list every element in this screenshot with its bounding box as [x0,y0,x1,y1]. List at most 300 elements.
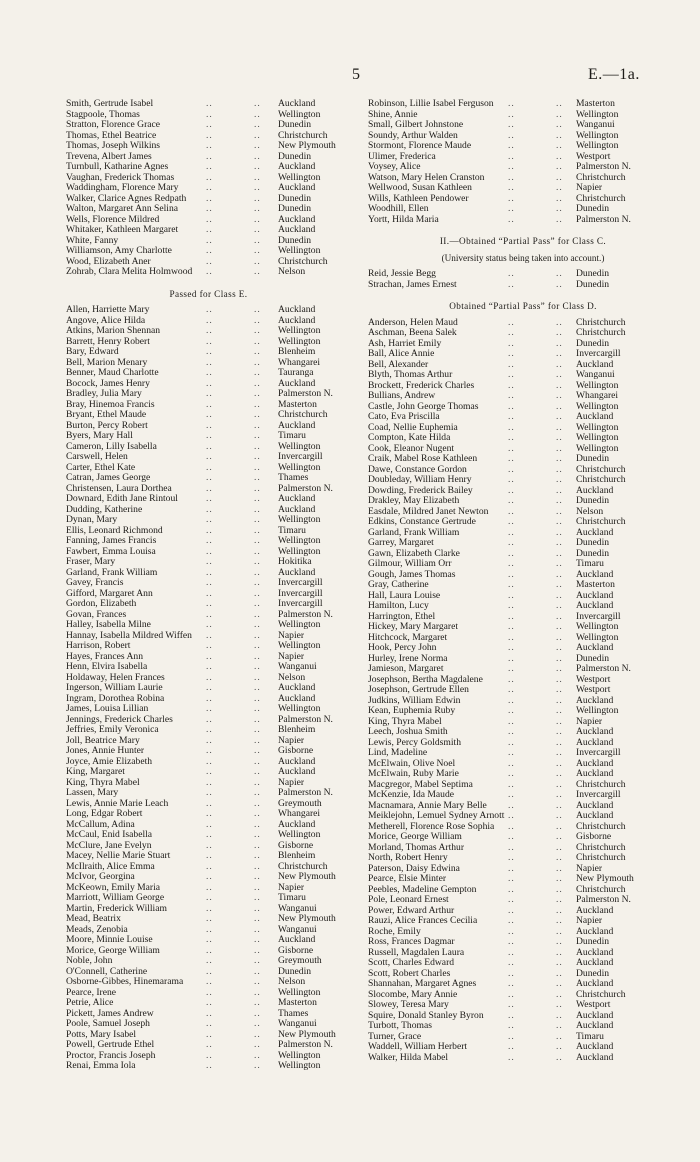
candidate-name: Walker, Hilda Mabel [368,1051,449,1063]
leader-dots: .. [254,734,261,746]
leader-dots: .. [508,505,515,517]
list-item [368,874,678,885]
list-item [368,99,678,110]
candidate-place: Dunedin [576,547,610,559]
list-item [66,204,351,215]
leader-dots: .. [556,203,563,214]
list-item [66,536,351,547]
candidate-place: Invercargill [278,587,323,599]
leader-dots: .. [508,988,515,1000]
candidate-name: Trevena, Albert James [66,150,152,162]
list-item [66,725,351,736]
leader-dots: .. [206,776,213,788]
candidate-place: Timaru [576,1030,604,1042]
leader-dots: .. [254,892,261,903]
candidate-name: Stratton, Florence Grace [66,119,161,130]
leader-dots: .. [508,747,515,758]
list-item [66,851,351,862]
candidate-place: Wellington [576,705,619,716]
leader-dots: .. [556,673,563,685]
leader-dots: .. [556,862,563,874]
candidate-name: Osborne-Gibbes, Hinemarama [66,976,184,987]
list-item [66,515,351,526]
candidate-name: Joyce, Amie Elizabeth [66,755,153,767]
candidate-name: Ellis, Leonard Richmond [66,524,163,536]
list-item [368,832,678,843]
candidate-place: Dunedin [278,150,312,162]
leader-dots: .. [254,472,261,483]
leader-dots: .. [556,411,563,422]
candidate-place: New Plymouth [278,140,336,151]
list-item [368,853,678,864]
leader-dots: .. [508,873,515,884]
candidate-name: Craik, Mabel Rose Kathleen [368,453,478,464]
candidate-place: Palmerston N. [278,608,333,620]
leader-dots: .. [556,799,563,811]
leader-dots: .. [254,829,261,840]
candidate-name: Voysey, Alice [368,161,421,172]
candidate-place: Wellington [278,1049,321,1061]
candidate-name: Coad, Nellie Euphemia [368,421,458,433]
leader-dots: .. [556,182,563,193]
leader-dots: .. [206,356,213,368]
leader-dots: .. [508,316,515,328]
candidate-name: Bell, Alexander [368,358,429,370]
leader-dots: .. [556,978,563,989]
candidate-name: Ross, Frances Dagmar [368,936,455,947]
candidate-name: Hall, Laura Louise [368,589,441,601]
leader-dots: .. [206,377,213,389]
leader-dots: .. [556,988,563,1000]
candidate-place: Masterton [576,579,615,590]
candidate-place: Wellington [576,129,619,141]
candidate-place: Blenheim [278,850,316,861]
list-item [66,120,351,131]
candidate-name: Scott, Charles Edward [368,957,455,968]
leader-dots: .. [206,346,213,357]
candidate-name: Josephson, Bertha Magdalene [368,673,483,685]
candidate-place: Wellington [576,108,619,120]
candidate-name: Aschman, Beena Salek [368,327,457,338]
leader-dots: .. [508,1041,515,1052]
leader-dots: .. [254,224,261,235]
leader-dots: .. [254,356,261,368]
candidate-place: Westport [576,684,611,695]
list-item [368,215,678,226]
leader-dots: .. [206,409,213,420]
candidate-name: Carter, Ethel Kate [66,461,136,473]
leader-dots: .. [556,505,563,517]
leader-dots: .. [254,997,261,1008]
list-item [66,578,351,589]
document-reference: E.—1a. [588,66,640,83]
list-item [368,517,678,528]
leader-dots: .. [508,978,515,989]
leader-dots: .. [556,568,563,580]
leader-dots: .. [254,619,261,630]
list-item [368,269,678,280]
candidate-place: Palmerston N. [278,787,333,798]
section-spacer [368,290,678,301]
leader-dots: .. [254,419,261,431]
leader-dots: .. [254,140,261,151]
candidate-name: Russell, Magdalen Laura [368,946,465,958]
candidate-name: Power, Edward Arthur [368,904,455,916]
candidate-name: Hook, Percy John [368,642,437,653]
leader-dots: .. [254,314,261,326]
candidate-name: Small, Gilbert Johnstone [368,119,464,130]
list-item [66,599,351,610]
candidate-name: Marriott, William George [66,892,165,903]
candidate-place: Auckland [576,526,614,538]
leader-dots: .. [254,577,261,588]
list-item [368,958,678,969]
candidate-name: Zohrab, Clara Melita Holmwood [66,266,193,277]
leader-dots: .. [206,671,213,683]
list-item [66,452,351,463]
candidate-name: Barrett, Henry Robert [66,335,150,347]
leader-dots: .. [254,430,261,441]
list-item [368,706,678,717]
candidate-place: Masterton [278,997,317,1008]
leader-dots: .. [556,663,563,674]
list-item [368,664,678,675]
list-item [66,830,351,841]
leader-dots: .. [556,652,563,664]
candidate-place: Dunedin [576,453,610,464]
leader-dots: .. [556,736,563,748]
list-item [66,998,351,1009]
leader-dots: .. [556,558,563,569]
leader-dots: .. [206,461,213,473]
leader-dots: .. [254,171,261,183]
leader-dots: .. [206,514,213,525]
candidate-name: Jones, Annie Hunter [66,745,145,756]
candidate-name: Bell, Marion Menary [66,356,148,368]
leader-dots: .. [508,369,515,380]
candidate-name: Soundy, Arthur Walden [368,129,458,141]
candidate-place: Auckland [278,182,316,193]
candidate-name: Cato, Eva Priscilla [368,411,440,422]
candidate-name: Garland, Frank William [368,526,460,538]
candidate-name: Lewis, Percy Goldsmith [368,736,461,748]
candidate-place: Wanganui [278,902,317,914]
list-item [66,914,351,925]
list-item [66,1040,351,1051]
list-item [368,601,678,612]
leader-dots: .. [556,705,563,716]
leader-dots: .. [206,108,213,120]
candidate-name: McClure, Jane Evelyn [66,839,152,851]
candidate-place: Wanganui [576,369,615,380]
candidate-place: Dunedin [576,495,610,506]
candidate-place: Dunedin [278,119,312,130]
leader-dots: .. [206,566,213,578]
leader-dots: .. [206,1060,213,1071]
candidate-name: McIlraith, Alice Emma [66,860,155,872]
list-item [66,267,351,278]
candidate-place: Palmerston N. [576,894,631,905]
candidate-place: Napier [576,862,603,874]
leader-dots: .. [206,955,213,966]
candidate-place: Invercargill [278,451,323,462]
candidate-place: Wellington [278,535,321,546]
list-item [368,538,678,549]
leader-dots: .. [254,1049,261,1061]
candidate-name: Robinson, Lillie Isabel Ferguson [368,98,494,109]
leader-dots: .. [556,119,563,130]
leader-dots: .. [508,841,515,853]
candidate-name: Meads, Zenobia [66,923,128,935]
leader-dots: .. [206,213,213,225]
leader-dots: .. [508,936,515,947]
candidate-place: Wellington [278,829,321,840]
leader-dots: .. [254,203,261,214]
candidate-name: Vaughan, Frederick Thomas [66,171,175,183]
leader-dots: .. [508,268,515,279]
leader-dots: .. [508,358,515,370]
candidate-name: Proctor, Francis Joseph [66,1049,156,1061]
candidate-place: Masterton [278,398,317,410]
list-item [66,704,351,715]
leader-dots: .. [254,608,261,620]
candidate-name: Garrey, Margaret [368,537,434,548]
leader-dots: .. [556,1020,563,1031]
leader-dots: .. [206,440,213,452]
candidate-name: Jeffries, Emily Veronica [66,724,159,735]
leader-dots: .. [508,999,515,1010]
candidate-name: Waddell, William Herbert [368,1041,468,1052]
leader-dots: .. [556,474,563,485]
leader-dots: .. [508,694,515,706]
candidate-name: Dowding, Frederick Bailey [368,484,473,496]
candidate-name: Fraser, Mary [66,556,116,567]
leader-dots: .. [206,524,213,536]
candidate-name: Gordon, Elizabeth [66,598,137,609]
leader-dots: .. [206,493,213,504]
leader-dots: .. [508,967,515,979]
leader-dots: .. [556,192,563,204]
list-item [368,328,678,339]
leader-dots: .. [556,642,563,653]
leader-dots: .. [508,442,515,454]
leader-dots: .. [508,904,515,916]
leader-dots: .. [508,715,515,727]
candidate-name: Slocombe, Mary Annie [368,988,458,1000]
candidate-place: Christchurch [576,516,626,527]
candidate-name: Bray, Hinemoa Francis [66,398,155,410]
candidate-name: White, Fanny [66,234,119,246]
candidate-name: Whitaker, Kathleen Margaret [66,224,179,235]
candidate-place: Auckland [576,694,614,706]
leader-dots: .. [206,881,213,893]
candidate-name: Walker, Clarice Agnes Redpath [66,192,187,204]
leader-dots: .. [254,398,261,410]
candidate-place: Westport [576,999,611,1010]
leader-dots: .. [206,192,213,204]
list-item [368,1053,678,1064]
candidate-place: Palmerston N. [278,713,333,725]
candidate-name: Bocock, James Henry [66,377,150,389]
candidate-place: Auckland [576,484,614,496]
leader-dots: .. [508,652,515,664]
list-item [368,580,678,591]
candidate-place: Auckland [278,692,316,704]
candidate-name: Morland, Thomas Arthur [368,841,465,853]
candidate-name: Atkins, Marion Shennan [66,325,161,336]
candidate-place: Dunedin [278,192,312,204]
leader-dots: .. [254,367,261,378]
candidate-place: Invercargill [576,747,621,758]
candidate-place: Auckland [576,600,614,611]
candidate-place: Wellington [278,325,321,336]
leader-dots: .. [206,682,213,693]
leader-dots: .. [556,1009,563,1021]
candidate-name: Dudding, Katherine [66,503,143,515]
candidate-place: Wellington [278,461,321,473]
candidate-name: Angove, Alice Hilda [66,314,146,326]
candidate-name: Moore, Minnie Louise [66,934,153,945]
leader-dots: .. [508,278,515,290]
leader-dots: .. [254,703,261,714]
leader-dots: .. [206,713,213,725]
leader-dots: .. [556,694,563,706]
candidate-place: Invercargill [576,789,621,800]
candidate-place: Invercargill [278,577,323,588]
leader-dots: .. [556,495,563,506]
leader-dots: .. [508,161,515,172]
candidate-place: Napier [278,776,305,788]
leader-dots: .. [254,409,261,420]
leader-dots: .. [254,787,261,798]
leader-dots: .. [254,1060,261,1071]
candidate-name: Pickett, James Andrew [66,1007,154,1019]
leader-dots: .. [556,820,563,832]
leader-dots: .. [254,587,261,599]
candidate-name: Smith, Gertrude Isabel [66,98,154,109]
leader-dots: .. [206,150,213,162]
list-item [66,557,351,568]
leader-dots: .. [508,474,515,485]
candidate-name: Morice, George William [368,831,462,842]
candidate-name: Allen, Harriette Mary [66,304,150,315]
candidate-name: Cook, Eleanor Nugent [368,442,455,454]
leader-dots: .. [206,535,213,546]
leader-dots: .. [556,337,563,349]
leader-dots: .. [508,778,515,790]
leader-dots: .. [254,377,261,389]
candidate-name: King, Thyra Mabel [368,715,442,727]
leader-dots: .. [254,98,261,109]
leader-dots: .. [206,818,213,830]
candidate-place: Westport [576,150,611,162]
candidate-name: McKeown, Emily Maria [66,881,161,893]
leader-dots: .. [206,503,213,515]
candidate-place: Auckland [576,642,614,653]
candidate-name: Gifford, Margaret Ann [66,587,153,599]
candidate-name: McCaul, Enid Isabella [66,829,153,840]
leader-dots: .. [254,503,261,515]
leader-dots: .. [254,797,261,809]
leader-dots: .. [556,463,563,475]
leader-dots: .. [254,692,261,704]
leader-dots: .. [556,925,563,937]
leader-dots: .. [556,129,563,141]
list-item [368,183,678,194]
leader-dots: .. [556,904,563,916]
leader-dots: .. [556,768,563,779]
candidate-place: Auckland [278,503,316,515]
candidate-place: Timaru [278,524,306,536]
section-spacer [66,278,351,289]
candidate-place: Greymouth [278,797,322,809]
candidate-place: Thames [278,472,309,483]
leader-dots: .. [254,245,261,256]
leader-dots: .. [508,768,515,779]
candidate-place: Auckland [278,213,316,225]
candidate-place: Wanganui [278,661,317,672]
leader-dots: .. [556,726,563,737]
candidate-name: Castle, John George Thomas [368,400,479,412]
candidate-name: Meiklejohn, Lemuel Sydney Arnott [368,810,505,821]
candidate-place: New Plymouth [278,1028,336,1040]
candidate-name: Cameron, Lilly Isabella [66,440,157,452]
leader-dots: .. [508,705,515,716]
candidate-name: Byers, Mary Hall [66,430,133,441]
candidate-name: O'Connell, Catherine [66,965,148,977]
leader-dots: .. [556,1030,563,1042]
leader-dots: .. [508,213,515,225]
leader-dots: .. [206,129,213,141]
candidate-name: Stormont, Florence Maude [368,140,472,151]
leader-dots: .. [556,484,563,496]
candidate-place: Wellington [576,140,619,151]
leader-dots: .. [206,430,213,441]
leader-dots: .. [556,278,563,290]
leader-dots: .. [508,348,515,359]
leader-dots: .. [556,873,563,884]
candidate-name: North, Robert Henry [368,852,448,863]
leader-dots: .. [254,304,261,315]
leader-dots: .. [508,642,515,653]
list-item [66,662,351,673]
candidate-name: Scott, Robert Charles [368,967,451,979]
candidate-name: McKenzie, Ida Maude [368,789,455,800]
candidate-place: Auckland [576,957,614,968]
leader-dots: .. [206,234,213,246]
candidate-name: Wellwood, Susan Kathleen [368,182,472,193]
leader-dots: .. [556,1051,563,1063]
leader-dots: .. [254,976,261,987]
leader-dots: .. [508,820,515,832]
list-item [368,1021,678,1032]
list-item [368,916,678,927]
leader-dots: .. [254,514,261,525]
candidate-place: New Plymouth [576,873,634,884]
candidate-place: Dunedin [576,203,610,214]
candidate-name: Hurley, Irene Norma [368,652,448,664]
leader-dots: .. [206,1039,213,1050]
leader-dots: .. [254,986,261,998]
list-item [368,937,678,948]
leader-dots: .. [508,411,515,422]
list-item [66,641,351,652]
candidate-place: Auckland [278,493,316,504]
candidate-place: Palmerston N. [278,1039,333,1050]
candidate-name: Drakley, May Elizabeth [368,495,460,506]
list-item [368,622,678,633]
leader-dots: .. [508,98,515,109]
